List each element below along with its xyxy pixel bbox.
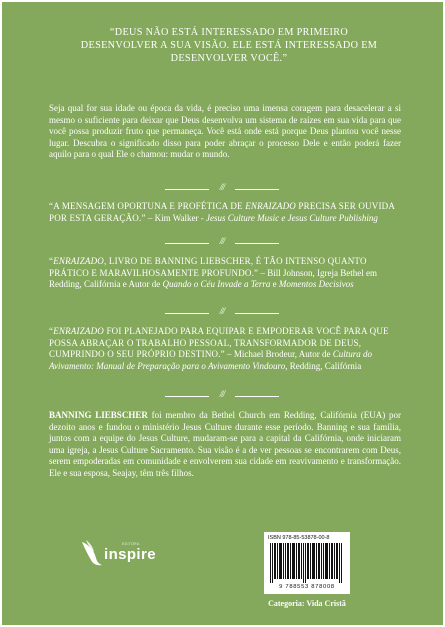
ornament-divider: ///: [165, 184, 279, 194]
endorsement-author: – Bill Johnson, Igreja Bethel em Redding, Califórnia e Autor de: [49, 267, 377, 290]
endorsement-book-title: Cultura do Avivamento: Manual de Preparação para o Avivamento Vindouro: [49, 349, 373, 371]
book-back-cover: [2, 2, 443, 625]
category-label: Categoria: Vida Cristã: [268, 599, 346, 608]
book-title-ref: ENRAIZADO: [245, 201, 296, 211]
book-title-ref: ENRAIZADO: [53, 326, 104, 336]
endorsement-quote-start: “: [49, 326, 54, 336]
endorsement-quote-start: “A MENSAGEM OPORTUNA E PROFÉTICA DE: [49, 201, 246, 211]
endorsement-quote-end: , LIVRO DE BANNING LIEBSCHER, É TÃO INTENSO QUANTO PRÁTICO E MARAVILHOSAMENTE PROFUNDO.”: [49, 256, 367, 278]
endorsement-kim-walker: [49, 201, 401, 224]
headline-quote: “DEUS NÃO ESTÁ INTERESSADO EM PRIMEIRO DESENVOLVER A SUA VISÃO. ELE ESTÁ INTERESSADO EM DESENVOLVER VOCÊ.”: [80, 27, 378, 64]
isbn-label: ISBN 978-85-53878-00-8: [268, 535, 330, 541]
endorsement-author: – Michael Brodeur, Autor de: [224, 349, 333, 360]
endorsement-affiliation: Jesus Culture Music e Jesus Culture Publishing: [206, 212, 378, 223]
barcode-number: 9 788553 878008: [279, 584, 335, 590]
barcode-panel: [264, 532, 350, 594]
author-name: BANNING LIEBSCHER: [49, 410, 148, 420]
ornament-divider: ///: [165, 238, 279, 248]
endorsement-quote-end: PRECISA SER OUVIDA POR ESTA GERAÇÃO.”: [49, 201, 395, 223]
dove-icon: [80, 538, 104, 568]
endorsement-quote-end: FOI PLANEJADO PARA EQUIPAR E EMPODERAR VOCÊ PARA QUE POSSA ABRAÇAR O TRABALHO PESSOAL, TRANSFORMADOR DE DEUS, CUMPRINDO O SEU PRÓPRIO DESTINO.”: [49, 326, 389, 360]
intro-paragraph: Seja qual for sua idade ou época da vida, é preciso uma imensa coragem para desacelerar a si mesmo o suficiente para deixar que Deus desenvolva um sistema de raízes em sua vida para que você possa produzir fruto que permaneça. Você está onde está porque Deus plantou você nesse lugar. Descubra o significado disso para poder abraçar o processo Dele e então poderá fazer aquilo para o qual Ele o chamou: mudar o mundo.: [49, 103, 401, 160]
endorsement-quote-start: “: [49, 256, 54, 266]
endorsement-book-title: Quando o Céu Invade a Terra: [162, 279, 271, 290]
endorsement-connector: e: [270, 279, 279, 290]
author-bio-text: foi membro da Bethel Church em Redding, Califórnia (EUA) por dezoito anos e fundou o ministério Jesus Culture durante esse período. Banning e sua família, juntos com a equipe do Jesus Culture, mudaram-se para a capital da Califórnia, onde iniciaram uma igreja, a Jesus Culture Sacramento. Sua visão é a de ver pessoas se encontrarem com Deus, serem empoderadas em comunidade e envolverem sua cidade em reavivamento e transformação. Ele e sua esposa, Seajay, têm três filhos.: [49, 410, 401, 478]
ornament-divider: ///: [165, 308, 279, 318]
book-title-ref: ENRAIZADO: [53, 256, 104, 266]
ornament-divider: ///: [165, 391, 279, 401]
barcode-icon: [270, 543, 344, 583]
endorsement-book-title: Momentos Decisivos: [278, 279, 354, 290]
author-bio: [49, 410, 401, 480]
endorsement-author: – Kim Walker -: [145, 212, 206, 223]
publisher-tagline: EDITORA: [122, 542, 140, 546]
publisher-name: inspire: [104, 546, 156, 563]
endorsement-bill-johnson: [49, 256, 401, 291]
publisher-logo: [80, 536, 200, 568]
endorsement-michael-brodeur: [49, 326, 401, 372]
endorsement-place: , Redding, Califórnia: [285, 360, 362, 371]
